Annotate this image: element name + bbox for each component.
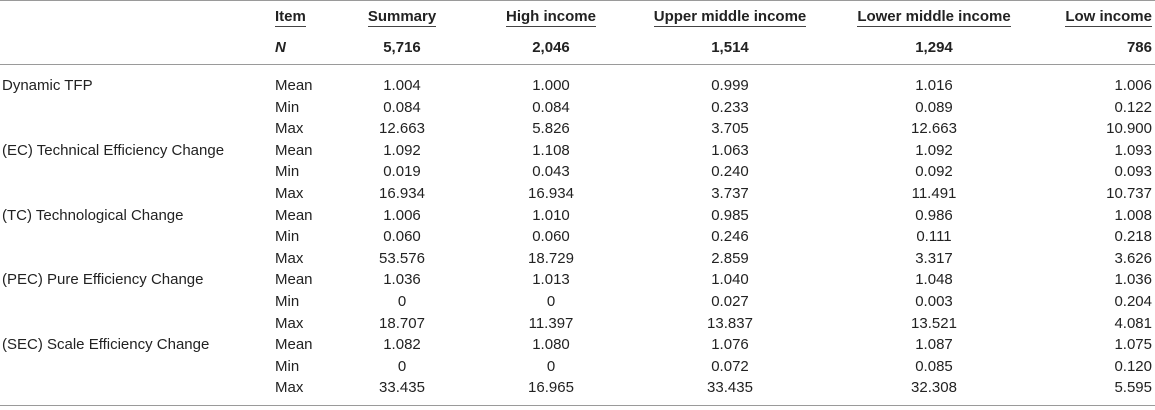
- header-lower-middle-income: [825, 1, 1043, 33]
- table-row: [0, 377, 1155, 405]
- cell-item: Mean: [275, 141, 313, 159]
- table-row: [0, 205, 1155, 227]
- header-lower-middle-income-label: Lower middle income: [857, 8, 1011, 25]
- cell-upper-middle-income: 1.040: [711, 271, 749, 289]
- cell-variable: [0, 97, 270, 119]
- cell-upper-middle-income: 3.705: [711, 120, 749, 138]
- header-high-income: [467, 1, 635, 33]
- cell-item: Min: [275, 292, 300, 310]
- cell-low-income: 0.122: [1114, 98, 1152, 116]
- cell-low-income: 1.008: [1114, 206, 1152, 224]
- cell-high-income: 16.934: [528, 184, 574, 202]
- table-row: [0, 140, 1155, 162]
- cell-low-income: 10.737: [1106, 184, 1152, 202]
- n-label: N: [270, 32, 337, 65]
- cell-lower-middle-income: 0.089: [915, 98, 953, 116]
- cell-high-income: 1.108: [532, 141, 570, 159]
- header-row: [0, 1, 1155, 33]
- cell-variable: [0, 183, 270, 205]
- cell-upper-middle-income: 0.233: [711, 98, 749, 116]
- cell-upper-middle-income: 0.240: [711, 163, 749, 181]
- header-upper-middle-income-label: Upper middle income: [653, 8, 807, 25]
- table-row: [0, 313, 1155, 335]
- cell-high-income: 18.729: [528, 249, 574, 267]
- cell-summary: 1.036: [383, 271, 421, 289]
- header-variable: [0, 1, 270, 33]
- cell-high-income: 5.826: [532, 120, 570, 138]
- table-row: [0, 161, 1155, 183]
- cell-variable: [0, 226, 270, 248]
- cell-low-income: 0.218: [1114, 228, 1152, 246]
- cell-lower-middle-income: 1.087: [915, 336, 953, 354]
- cell-lower-middle-income: 11.491: [911, 184, 957, 202]
- cell-variable: [0, 248, 270, 270]
- cell-variable: (SEC) Scale Efficiency Change: [2, 336, 210, 354]
- cell-low-income: 4.081: [1114, 314, 1152, 332]
- cell-summary: 1.006: [383, 206, 421, 224]
- cell-variable: [0, 291, 270, 313]
- table-row: [0, 356, 1155, 378]
- cell-low-income: 1.036: [1114, 271, 1152, 289]
- cell-low-income: 3.626: [1114, 249, 1152, 267]
- cell-high-income: 1.013: [532, 271, 570, 289]
- cell-summary: 0: [397, 357, 407, 375]
- cell-upper-middle-income: 1.076: [711, 336, 749, 354]
- cell-lower-middle-income: 32.308: [825, 377, 1043, 405]
- cell-variable: [0, 377, 270, 405]
- n-lower-middle-income: 1,294: [825, 32, 1043, 65]
- table-body: [0, 65, 1155, 406]
- cell-upper-middle-income: 1.063: [711, 141, 749, 159]
- header-low-income-label: Low income: [1065, 8, 1152, 25]
- cell-lower-middle-income: 3.317: [915, 249, 953, 267]
- n-row-spacer: [0, 32, 270, 65]
- cell-variable: [0, 118, 270, 140]
- cell-high-income: 0: [546, 357, 556, 375]
- n-low-income: 786: [1043, 32, 1155, 65]
- table-row: [0, 226, 1155, 248]
- cell-item: Max: [275, 184, 304, 202]
- cell-item: Max: [270, 377, 337, 405]
- cell-item: Min: [275, 98, 300, 116]
- cell-variable: [0, 356, 270, 378]
- cell-high-income: 1.000: [532, 77, 570, 94]
- cell-item: Mean: [275, 336, 313, 354]
- table-row: [0, 269, 1155, 291]
- cell-summary: 0.019: [383, 163, 421, 181]
- cell-lower-middle-income: 1.016: [915, 77, 953, 94]
- cell-low-income: 5.595: [1043, 377, 1155, 405]
- cell-upper-middle-income: 33.435: [635, 377, 825, 405]
- table-row: [0, 97, 1155, 119]
- cell-variable: [0, 161, 270, 183]
- cell-low-income: 1.093: [1114, 141, 1152, 159]
- header-low-income: [1043, 1, 1155, 33]
- cell-item: Max: [275, 249, 304, 267]
- cell-summary: 16.934: [379, 184, 425, 202]
- cell-item: Max: [275, 314, 304, 332]
- cell-high-income: 1.010: [532, 206, 570, 224]
- cell-high-income: 0: [546, 292, 556, 310]
- cell-lower-middle-income: 0.986: [915, 206, 953, 224]
- cell-summary: 18.707: [379, 314, 425, 332]
- cell-item: Max: [275, 120, 304, 138]
- cell-lower-middle-income: 1.048: [915, 271, 953, 289]
- cell-lower-middle-income: 13.521: [911, 314, 957, 332]
- cell-item: Mean: [275, 77, 313, 94]
- header-summary: [337, 1, 467, 33]
- cell-high-income: 11.397: [528, 314, 574, 332]
- cell-item: Mean: [275, 271, 313, 289]
- cell-summary: 1.082: [383, 336, 421, 354]
- cell-item: Min: [275, 163, 300, 181]
- header-item-label: Item: [275, 8, 306, 25]
- cell-upper-middle-income: 0.999: [711, 77, 749, 94]
- cell-summary: 0.084: [383, 98, 421, 116]
- header-summary-label: Summary: [367, 8, 437, 25]
- cell-low-income: 10.900: [1106, 120, 1152, 138]
- cell-upper-middle-income: 0.246: [711, 228, 749, 246]
- cell-lower-middle-income: 0.003: [915, 292, 953, 310]
- cell-summary: 53.576: [379, 249, 425, 267]
- cell-summary: 1.092: [383, 141, 421, 159]
- cell-upper-middle-income: 13.837: [707, 314, 753, 332]
- cell-upper-middle-income: 3.737: [711, 184, 749, 202]
- cell-low-income: 1.075: [1114, 336, 1152, 354]
- header-item: [270, 1, 337, 33]
- n-high-income: 2,046: [467, 32, 635, 65]
- cell-lower-middle-income: 1.092: [915, 141, 953, 159]
- table-row: [0, 183, 1155, 205]
- cell-summary: 33.435: [337, 377, 467, 405]
- n-summary: 5,716: [337, 32, 467, 65]
- cell-low-income: 1.006: [1114, 77, 1152, 94]
- cell-item: Mean: [275, 206, 313, 224]
- cell-high-income: 0.084: [532, 98, 570, 116]
- table-row: [0, 65, 1155, 97]
- cell-upper-middle-income: 0.027: [711, 292, 749, 310]
- cell-upper-middle-income: 0.985: [711, 206, 749, 224]
- cell-summary: 0.060: [383, 228, 421, 246]
- table-row: [0, 248, 1155, 270]
- sample-size-row: [0, 32, 1155, 65]
- header-high-income-label: High income: [505, 8, 596, 25]
- cell-upper-middle-income: 2.859: [711, 249, 749, 267]
- cell-lower-middle-income: 0.092: [915, 163, 953, 181]
- cell-high-income: 16.965: [467, 377, 635, 405]
- cell-item: Min: [275, 357, 300, 375]
- n-upper-middle-income: 1,514: [635, 32, 825, 65]
- table-row: [0, 118, 1155, 140]
- cell-variable: Dynamic TFP: [2, 77, 93, 94]
- cell-summary: 0: [397, 292, 407, 310]
- cell-summary: 12.663: [379, 120, 425, 138]
- cell-high-income: 1.080: [532, 336, 570, 354]
- cell-variable: (EC) Technical Efficiency Change: [2, 141, 225, 159]
- cell-low-income: 0.204: [1114, 292, 1152, 310]
- cell-summary: 1.004: [383, 77, 421, 94]
- cell-high-income: 0.060: [532, 228, 570, 246]
- cell-variable: (PEC) Pure Efficiency Change: [2, 271, 204, 289]
- cell-lower-middle-income: 0.111: [916, 228, 952, 246]
- cell-lower-middle-income: 0.085: [915, 357, 953, 375]
- cell-upper-middle-income: 0.072: [711, 357, 749, 375]
- cell-lower-middle-income: 12.663: [911, 120, 957, 138]
- table-row: [0, 334, 1155, 356]
- cell-variable: (TC) Technological Change: [2, 206, 184, 224]
- cell-item: Min: [275, 228, 300, 246]
- cell-high-income: 0.043: [532, 163, 570, 181]
- cell-variable: [0, 313, 270, 335]
- cell-low-income: 0.093: [1114, 163, 1152, 181]
- cell-low-income: 0.120: [1114, 357, 1152, 375]
- table-row: [0, 291, 1155, 313]
- header-upper-middle-income: [635, 1, 825, 33]
